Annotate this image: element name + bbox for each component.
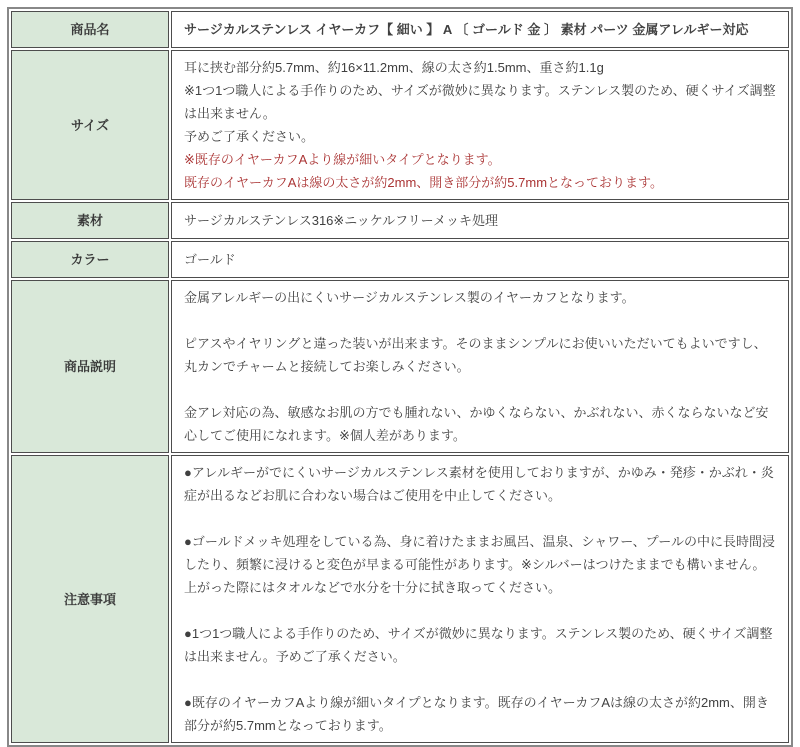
- description-hypoallergenic-text: 金属アレルギーの出にくいサージカルステンレス製のイヤーカフとなります。: [184, 290, 635, 305]
- caution-handmade-text: ●1つ1つ職人による手作りのため、サイズが微妙に異なります。ステンレス製のため、硬くサイズ調整は出来ません。予めご了承ください。: [184, 626, 773, 664]
- cautions-cell: [171, 455, 789, 743]
- description-styling-text: ピアスやイヤリングと違った装いが出来ます。そのままシンプルにお使いいただいてもよいですし、丸カンでチャームと接続してお楽しみください。: [184, 336, 767, 374]
- size-existing-model-alert-text: 既存のイヤーカフAは線の太さが約2mm、開き部分が約5.7mmとなっております。: [184, 175, 663, 190]
- size-cell: [171, 50, 789, 200]
- row-header-cautions: 注意事項: [11, 455, 169, 743]
- caution-thin-type-text: ●既存のイヤーカフAより線が細いタイプとなります。既存のイヤーカフAは線の太さが約2mm、開き部分が約5.7mmとなっております。: [184, 695, 769, 733]
- row-header-color: カラー: [11, 241, 169, 278]
- table-row-color: [11, 241, 789, 278]
- product-info-table: [7, 7, 793, 747]
- size-dimensions-text: 耳に挟む部分約5.7mm、約16×11.2mm、線の太さ約1.5mm、重さ約1.1g: [184, 60, 604, 75]
- table-row-description: [11, 280, 789, 453]
- material-cell: [171, 202, 789, 239]
- table-row-material: [11, 202, 789, 239]
- product-name-cell: [171, 11, 789, 48]
- caution-plating-text: ●ゴールドメッキ処理をしている為、身に着けたままお風呂、温泉、シャワー、プールの中に長時間浸したり、頻繁に浸けると変色が早まる可能性があります。※シルバーはつけたままでも構いません。上がった際にはタオルなどで水分を十分に拭き取ってください。: [184, 534, 776, 595]
- caution-allergy-text: ●アレルギーがでにくいサージカルステンレス素材を使用しておりますが、かゆみ・発疹・かぶれ・炎症が出るなどお肌に合わない場合はご使用を中止してください。: [184, 465, 774, 503]
- size-handmade-note-text: ※1つ1つ職人による手作りのため、サイズが微妙に異なります。ステンレス製のため、硬くサイズ調整は出来ません。: [184, 83, 776, 121]
- description-skin-safe-text: 金アレ対応の為、敏感なお肌の方でも腫れない、かゆくならない、かぶれない、赤くならないなど安心してご使用になれます。※個人差があります。: [184, 405, 769, 443]
- row-header-size: サイズ: [11, 50, 169, 200]
- product-name-text: サージカルステンレス イヤーカフ【 細い 】 A 〔 ゴールド 金 〕 素材 パーツ 金属アレルギー対応: [184, 22, 749, 37]
- table-row-product-name: [11, 11, 789, 48]
- color-cell: [171, 241, 789, 278]
- description-cell: [171, 280, 789, 453]
- color-text: ゴールド: [184, 252, 236, 267]
- table-row-cautions: [11, 455, 789, 743]
- size-acknowledge-text: 予めご了承ください。: [184, 129, 315, 144]
- row-header-product-name: 商品名: [11, 11, 169, 48]
- row-header-material: 素材: [11, 202, 169, 239]
- table-row-size: [11, 50, 789, 200]
- material-text: サージカルステンレス316※ニッケルフリーメッキ処理: [184, 213, 498, 228]
- row-header-description: 商品説明: [11, 280, 169, 453]
- size-thin-type-alert-text: ※既存のイヤーカフAより線が細いタイプとなります。: [184, 152, 501, 167]
